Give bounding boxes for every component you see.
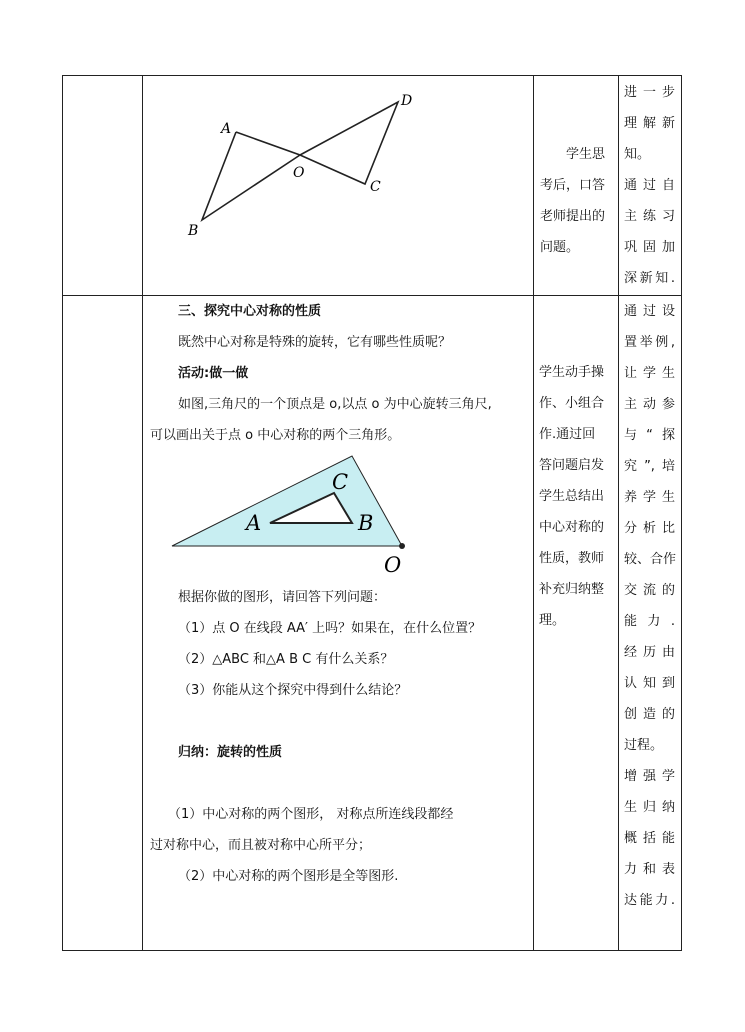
student-activity-line: 中心对称的 [539, 520, 605, 535]
tri-label-a: A [246, 511, 262, 535]
row1-student-activity [540, 139, 614, 263]
tri-label-o: O [384, 553, 402, 577]
question-text: 既然中心对称是特殊的旋转，它有哪些性质呢？ [178, 335, 452, 350]
col-divider-1 [142, 75, 143, 951]
student-activity-line: 问题。 [540, 240, 580, 255]
design-intent-line: 经历由 [624, 645, 675, 660]
design-intent-line: 通过自 [624, 178, 675, 193]
design-intent-line: 能力. [624, 614, 675, 629]
row-divider [62, 295, 682, 296]
design-intent-line: 生归纳 [624, 800, 675, 815]
design-intent-line: 较、合作 [624, 552, 677, 567]
student-activity-line: 作、小组合 [539, 396, 605, 411]
student-activity-line: 补充归纳整 [539, 582, 605, 597]
symmetric-triangles-figure [150, 80, 450, 255]
question-1: （1）点 O 在线段 AA′ 上吗？如果在，在什么位置？ [178, 621, 482, 636]
tri-label-b: B [358, 511, 374, 535]
student-activity-line: 考后，口答 [540, 178, 606, 193]
design-intent-line: 通过设 [624, 304, 675, 319]
design-intent-line: 概括能 [624, 831, 675, 846]
summary-title: 归纳：旋转的性质 [178, 745, 283, 760]
student-activity-line: 学生总结出 [539, 489, 605, 504]
row2-student-activity [539, 357, 617, 636]
design-intent-line: 增强学 [624, 769, 675, 784]
design-intent-line: 认知到 [624, 676, 675, 691]
student-activity-line: 老师提出的 [540, 209, 606, 224]
row1-design-intent [624, 77, 675, 294]
design-intent-line: 理解新 [624, 116, 675, 131]
property-1-line-2: 过对称中心，而且被对称中心所平分； [150, 838, 372, 853]
design-intent-line: 分析比 [624, 521, 675, 536]
student-activity-line: 理。 [539, 613, 566, 628]
design-intent-line: 置举例, [624, 335, 675, 350]
label-b: B [188, 223, 199, 239]
table-border-right [681, 75, 682, 951]
design-intent-line: 过程。 [624, 738, 664, 753]
tri-label-c: C [332, 470, 349, 494]
label-o: O [293, 165, 305, 181]
design-intent-line: 主练习 [624, 209, 675, 224]
activity-title: 活动:做一做 [178, 366, 249, 381]
property-2: （2）中心对称的两个图形是全等图形. [178, 869, 399, 884]
center-point-o [399, 543, 405, 549]
label-a: A [221, 121, 232, 137]
question-3: （3）你能从这个探究中得到什么结论？ [178, 683, 408, 698]
property-1-line-1: （1）中心对称的两个图形， 对称点所连线段都经 [168, 807, 454, 822]
table-border-top [62, 75, 682, 76]
design-intent-line: 主动参 [624, 397, 675, 412]
design-intent-line: 力和表 [624, 862, 675, 877]
design-intent-line: 巩固加 [624, 240, 675, 255]
design-intent-line: 与“探 [624, 428, 675, 443]
student-activity-line: 性质，教师 [539, 551, 605, 566]
label-c: C [370, 179, 381, 195]
design-intent-line: 知。 [624, 147, 651, 162]
student-activity-line: 学生思 [566, 147, 606, 162]
section-title: 三、探究中心对称的性质 [178, 304, 322, 319]
triangle-aob [202, 132, 300, 220]
design-intent-line: 进一步 [624, 85, 675, 100]
table-border-left [62, 75, 63, 951]
design-intent-line: 交流的 [624, 583, 675, 598]
triangle-ruler-figure [165, 450, 425, 580]
activity-line-1: 如图,三角尺的一个顶点是 o,以点 o 为中心旋转三角尺, [178, 397, 492, 412]
col-divider-3 [618, 75, 619, 951]
label-d: D [401, 93, 413, 109]
design-intent-line: 让学生 [624, 366, 675, 381]
activity-line-2: 可以画出关于点 o 中心对称的两个三角形。 [150, 428, 401, 443]
design-intent-line: 养学生 [624, 490, 675, 505]
question-2: （2）△ABC 和△A B C 有什么关系？ [178, 652, 394, 667]
student-activity-line: 作.通过回 [539, 427, 596, 442]
col-divider-2 [533, 75, 534, 951]
row2-design-intent [624, 296, 675, 916]
design-intent-line: 深新知. [624, 271, 675, 286]
design-intent-line: 创造的 [624, 707, 675, 722]
student-activity-line: 学生动手操 [539, 365, 605, 380]
design-intent-line: 究”,培 [624, 459, 675, 474]
table-border-bottom [62, 950, 682, 951]
answer-prompt: 根据你做的图形，请回答下列问题： [178, 590, 387, 605]
design-intent-line: 达能力. [624, 893, 675, 908]
student-activity-line: 答问题启发 [539, 458, 605, 473]
triangle-cod [300, 102, 398, 184]
